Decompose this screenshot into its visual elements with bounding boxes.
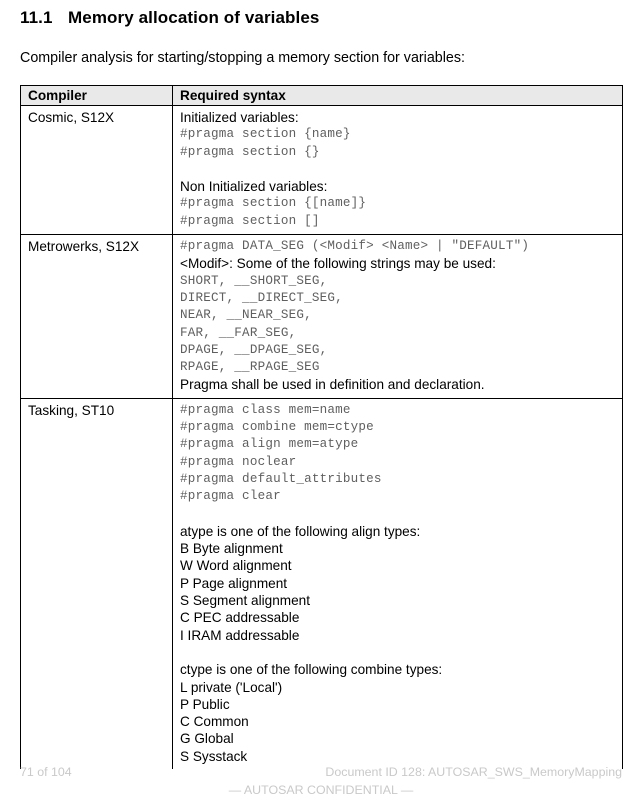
cell-compiler [21, 398, 173, 769]
syntax-code-line: #pragma class mem=name [180, 402, 351, 417]
syntax-block [180, 238, 622, 394]
syntax-text-line: G Global [180, 731, 234, 747]
syntax-text-line: S Sysstack [180, 748, 248, 764]
syntax-code-line: #pragma section {[name]} [180, 196, 367, 211]
table-body [21, 106, 623, 769]
syntax-text-line: Initialized variables: [180, 110, 299, 125]
syntax-spacer [180, 644, 622, 661]
syntax-code-line: #pragma DATA_SEG (<Modif> <Name> | "DEFAULT") [180, 239, 530, 254]
page-title [20, 8, 319, 28]
syntax-text-line: C PEC addressable [180, 610, 300, 626]
column-header-compiler: Compiler [21, 86, 173, 106]
syntax-code-line: #pragma section {name} [180, 127, 351, 142]
syntax-code-line: #pragma section [] [180, 213, 320, 228]
syntax-code-line: #pragma align mem=atype [180, 437, 359, 452]
syntax-code-line: NEAR, __NEAR_SEG, [180, 308, 312, 323]
syntax-spacer [180, 506, 622, 523]
syntax-code-line: DPAGE, __DPAGE_SEG, [180, 342, 328, 357]
cell-compiler [21, 106, 173, 235]
compiler-name: Metrowerks, S12X [28, 239, 140, 255]
syntax-code-line: #pragma clear [180, 489, 281, 504]
compiler-name: Cosmic, S12X [28, 110, 115, 125]
table-row [21, 398, 623, 769]
syntax-text-line: atype is one of the following align types: [180, 523, 421, 539]
footer-confidentiality-notice: — AUTOSAR CONFIDENTIAL — [228, 783, 414, 797]
section-title: Memory allocation of variables [68, 8, 320, 27]
syntax-text-line: Non Initialized variables: [180, 179, 328, 195]
syntax-block [180, 402, 622, 765]
cell-required-syntax [173, 398, 623, 769]
footer-page-number: 71 of 104 [20, 765, 72, 779]
syntax-spacer [180, 161, 622, 178]
table-row [21, 235, 623, 399]
footer-document-id: Document ID 128: AUTOSAR_SWS_MemoryMapping [325, 765, 622, 779]
compiler-name: Tasking, ST10 [28, 402, 115, 418]
syntax-text-line: <Modif>: Some of the following strings may be used: [180, 256, 496, 272]
syntax-text-line: C Common [180, 714, 249, 730]
table-row [21, 106, 623, 235]
syntax-text-line: I IRAM addressable [180, 627, 300, 643]
page-footer [0, 760, 642, 797]
syntax-code-line: #pragma default_attributes [180, 471, 382, 486]
syntax-code-line: #pragma combine mem=ctype [180, 420, 374, 435]
syntax-code-line: #pragma noclear [180, 454, 297, 469]
section-number: 11.1 [20, 8, 53, 27]
table-header [21, 86, 623, 106]
syntax-text-line: S Segment alignment [180, 593, 310, 609]
syntax-code-line: FAR, __FAR_SEG, [180, 325, 297, 340]
cell-required-syntax [173, 106, 623, 235]
syntax-text-line: L private ('Local') [180, 679, 283, 695]
column-header-required-syntax: Required syntax [173, 86, 623, 106]
intro-paragraph: Compiler analysis for starting/stopping a memory section for variables: [20, 50, 465, 66]
syntax-code-line: SHORT, __SHORT_SEG, [180, 273, 328, 288]
syntax-text-line: Pragma shall be used in definition and declaration. [180, 377, 485, 393]
syntax-text-line: W Word alignment [180, 558, 292, 574]
syntax-text-line: ctype is one of the following combine types: [180, 662, 443, 678]
syntax-text-line: P Page alignment [180, 575, 288, 591]
table-header-row [21, 86, 623, 106]
syntax-code-line: DIRECT, __DIRECT_SEG, [180, 290, 343, 305]
syntax-text-line: B Byte alignment [180, 541, 283, 557]
syntax-code-line: RPAGE, __RPAGE_SEG [180, 360, 320, 375]
syntax-text-line: P Public [180, 696, 230, 712]
compiler-syntax-table [20, 85, 623, 769]
cell-compiler [21, 235, 173, 399]
syntax-block [180, 109, 622, 230]
cell-required-syntax [173, 235, 623, 399]
syntax-code-line: #pragma section {} [180, 144, 320, 159]
